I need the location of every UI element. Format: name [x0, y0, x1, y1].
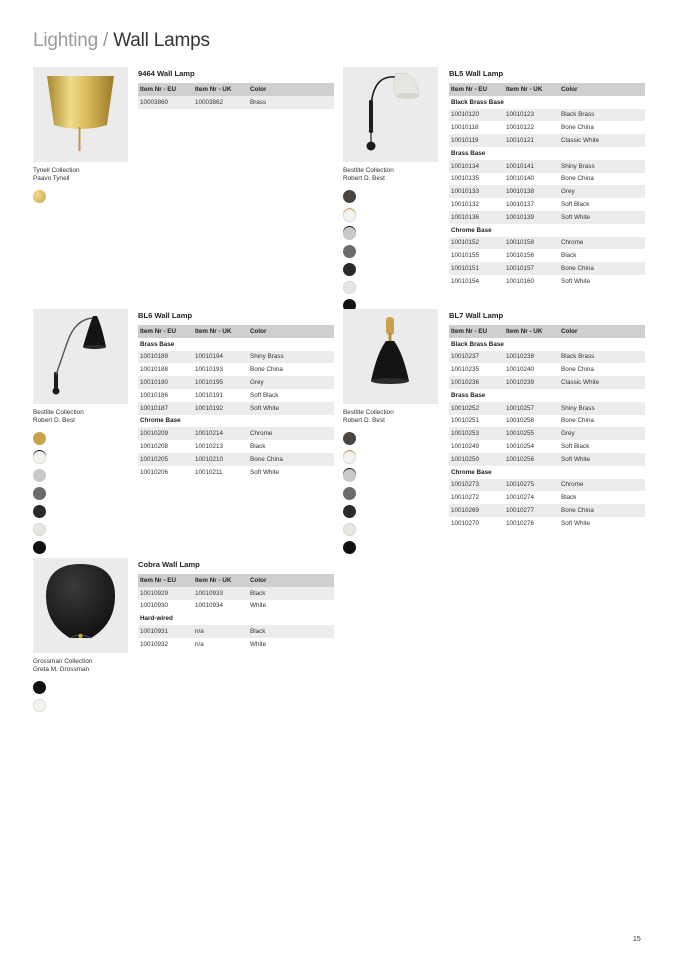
product-bl7-table-block [449, 311, 645, 530]
collection-name: Grossman Collection [33, 658, 93, 665]
cell-item-eu: 10003860 [138, 96, 193, 109]
cell-color: Chrome [248, 427, 334, 440]
cell-item-eu: 10010135 [451, 175, 480, 183]
color-swatch[interactable] [33, 505, 46, 518]
cell-item-uk: 10010240 [506, 366, 535, 374]
table-row [138, 638, 334, 651]
cell-item-eu: 10010270 [451, 519, 480, 527]
header-item-uk: Item Nr - UK [193, 83, 248, 96]
bl6-lamp-illustration [33, 309, 128, 404]
cell-color: Bone China [559, 262, 645, 275]
table-row [449, 237, 645, 250]
color-swatch[interactable] [343, 523, 356, 536]
cell-item-eu: 10010119 [449, 134, 504, 147]
cell-item-uk: 10010195 [193, 376, 248, 389]
color-swatch[interactable] [343, 505, 356, 518]
page-number: 15 [633, 936, 641, 943]
color-swatch[interactable] [343, 281, 356, 294]
cobra-lamp-illustration [33, 558, 128, 653]
section-title: Lighting [33, 30, 98, 51]
cell-color: Black Brass [559, 109, 645, 122]
cell-item-eu: 10010151 [449, 262, 504, 275]
table-row [138, 600, 334, 613]
table-row [449, 376, 645, 389]
cell-color: Soft Black [250, 391, 279, 399]
cell-item-eu: 10010152 [449, 237, 504, 250]
cell-color: Black [250, 443, 266, 451]
group-label: Chrome Base [140, 417, 181, 425]
header-item-eu: Item Nr - EU [138, 83, 193, 96]
page-title [33, 30, 210, 52]
cell-color: Bone China [561, 366, 594, 374]
color-swatch[interactable] [33, 432, 46, 445]
subsection-title: Wall Lamps [113, 30, 210, 51]
header-color: Color [248, 325, 334, 338]
cell-item-uk: 10010214 [193, 427, 248, 440]
table-row [449, 262, 645, 275]
table-row [449, 185, 645, 198]
cell-item-eu: 10010187 [138, 402, 193, 415]
table-row [138, 351, 334, 364]
cell-item-eu: 10010120 [449, 109, 504, 122]
color-swatch[interactable] [343, 245, 356, 258]
cell-color: Black [248, 587, 334, 600]
collection-name: Bestlite Collection [33, 409, 84, 416]
table-row [449, 211, 645, 224]
cell-item-uk: 10010238 [504, 351, 559, 364]
table-row [449, 249, 645, 262]
cell-item-uk: 10010156 [506, 252, 535, 260]
cell-color: Grey [559, 185, 645, 198]
cell-color: White [250, 640, 267, 648]
collection-info [33, 409, 84, 426]
cell-color: Bone China [561, 417, 594, 425]
cell-color: Chrome [559, 479, 645, 492]
collection-info [33, 658, 92, 675]
color-swatch[interactable] [33, 681, 46, 694]
item-table [449, 83, 645, 288]
table-row [449, 351, 645, 364]
group-label: Brass Base [451, 149, 486, 157]
cell-item-eu: 10010154 [451, 277, 480, 285]
cell-item-eu: 10010253 [449, 427, 504, 440]
cell-color: Shiny Brass [559, 402, 645, 415]
product-9464-table-block [138, 69, 334, 109]
cell-item-eu: 10010133 [449, 185, 504, 198]
group-header-row [449, 224, 645, 237]
product-photo-cobra [33, 558, 128, 653]
group-label: Black Brass Base [451, 98, 504, 106]
cell-item-uk: 10010256 [504, 453, 559, 466]
cell-item-uk: 10010213 [195, 443, 224, 451]
group-header-row [138, 612, 334, 625]
collection-name: Bestlite Collection [343, 167, 394, 174]
cell-item-uk: 10010191 [195, 391, 224, 399]
cell-item-uk: 10010158 [504, 237, 559, 250]
cell-item-uk: 10010122 [506, 124, 535, 132]
cell-item-uk: 10010275 [504, 479, 559, 492]
header-item-uk: Item Nr - UK [193, 325, 248, 338]
table-row [449, 479, 645, 492]
shade-swatches [343, 209, 359, 317]
table-row [449, 517, 645, 530]
cell-item-uk: 10010254 [506, 443, 535, 451]
table-row [138, 440, 334, 453]
cell-item-uk: 10010121 [504, 134, 559, 147]
table-row [138, 96, 334, 109]
table-header-row [138, 574, 334, 587]
color-swatch[interactable] [343, 469, 356, 482]
group-header-row [449, 147, 645, 160]
cell-color: Shiny Brass [248, 351, 334, 364]
table-row [138, 427, 334, 440]
cell-item-uk: 10010141 [504, 160, 559, 173]
cell-color: Grey [559, 427, 645, 440]
color-swatches [33, 190, 49, 208]
cell-item-uk: 10010934 [195, 602, 224, 610]
cell-item-uk: 10010157 [504, 262, 559, 275]
color-swatch[interactable] [343, 541, 356, 554]
color-swatch[interactable] [343, 190, 356, 203]
table-row [138, 466, 334, 479]
cell-color: Black [561, 252, 577, 260]
shade-swatches [33, 451, 49, 559]
cell-color: Chrome [559, 237, 645, 250]
cell-color: Soft Black [561, 443, 590, 451]
cell-color: Soft White [248, 402, 334, 415]
table-row [449, 504, 645, 517]
cell-color: White [250, 602, 267, 610]
color-swatch[interactable] [343, 209, 356, 222]
cell-color: Brass [248, 96, 334, 109]
cell-item-eu: 10010252 [449, 402, 504, 415]
table-row [449, 415, 645, 428]
cell-item-uk: 10010276 [506, 519, 535, 527]
table-row [449, 453, 645, 466]
table-row [449, 198, 645, 211]
header-color: Color [248, 574, 334, 587]
cell-color: Shiny Brass [559, 160, 645, 173]
cell-item-eu: 10010249 [451, 443, 480, 451]
table-row [138, 625, 334, 638]
group-header-row [449, 466, 645, 479]
table-header-row [449, 325, 645, 338]
table-row [449, 440, 645, 453]
group-label: Hard-wired [140, 615, 173, 623]
header-item-eu: Item Nr - EU [138, 574, 193, 587]
cell-item-uk: n/a [195, 640, 204, 648]
table-row [138, 376, 334, 389]
cell-color: Soft White [250, 468, 280, 476]
cell-item-eu: 10010208 [140, 443, 169, 451]
cell-item-eu: 10010132 [451, 201, 480, 209]
group-label: Brass Base [140, 340, 175, 348]
color-swatch[interactable] [33, 523, 46, 536]
product-photo-9464 [33, 67, 128, 162]
header-color: Color [248, 83, 334, 96]
cell-item-uk: 10010123 [504, 109, 559, 122]
cell-color: Soft White [559, 211, 645, 224]
cell-color: Black Brass [559, 351, 645, 364]
product-title: 9464 Wall Lamp [138, 69, 195, 78]
cell-item-uk: 10010139 [504, 211, 559, 224]
collection-info [343, 409, 394, 426]
cell-item-uk: 10010193 [195, 366, 224, 374]
table-row [138, 363, 334, 376]
cell-item-eu: 10010188 [140, 366, 169, 374]
cell-color: Soft White [561, 277, 591, 285]
cell-item-uk: 10010138 [504, 185, 559, 198]
cell-item-eu: 10010272 [451, 494, 480, 502]
cell-item-uk: 10010194 [193, 351, 248, 364]
color-swatch[interactable] [343, 227, 356, 240]
cell-item-uk: 10010137 [506, 201, 535, 209]
cell-item-eu: 10010186 [140, 391, 169, 399]
product-cobra-table-block [138, 560, 334, 651]
cell-item-eu: 10010931 [138, 625, 193, 638]
table-header-row [138, 83, 334, 96]
cell-color: Soft White [559, 453, 645, 466]
bl5-lamp-illustration [343, 67, 438, 162]
cell-item-uk: 10010239 [504, 376, 559, 389]
color-swatch[interactable] [33, 451, 46, 464]
color-swatch[interactable] [33, 699, 46, 712]
item-table [138, 83, 334, 109]
cell-item-eu: 10010189 [138, 351, 193, 364]
cell-item-eu: 10010118 [451, 124, 479, 132]
cell-color: Bone China [250, 366, 283, 374]
cell-item-eu: 10010136 [449, 211, 504, 224]
table-row [449, 427, 645, 440]
table-row [449, 160, 645, 173]
table-row [138, 587, 334, 600]
product-bl6-table-block [138, 311, 334, 479]
color-swatch[interactable] [33, 469, 46, 482]
collection-name: Bestlite Collection [343, 409, 394, 416]
product-title: BL7 Wall Lamp [449, 311, 504, 320]
color-swatch[interactable] [343, 451, 356, 464]
cell-item-eu: 10010235 [451, 366, 480, 374]
group-header-row [138, 415, 334, 428]
table-row [449, 275, 645, 288]
designer-name: Robert D. Best [33, 417, 75, 425]
color-swatch[interactable] [343, 432, 356, 445]
cell-item-uk: 10010210 [193, 453, 248, 466]
table-row [449, 121, 645, 134]
cell-color: Soft Black [561, 201, 590, 209]
cell-color: Bone China [561, 175, 594, 183]
collection-name: Tynell Collection [33, 167, 80, 174]
color-swatch[interactable] [343, 487, 356, 500]
product-title: Cobra Wall Lamp [138, 560, 200, 569]
item-table [138, 574, 334, 651]
cell-item-uk: n/a [193, 625, 248, 638]
tynell-lamp-illustration [33, 67, 128, 162]
cell-item-uk: 10010192 [193, 402, 248, 415]
item-table [449, 325, 645, 530]
cell-item-eu: 10010273 [449, 479, 504, 492]
cell-color: Black [561, 494, 577, 502]
cell-item-uk: 10010257 [504, 402, 559, 415]
designer-name: Robert D. Best [343, 175, 385, 183]
header-item-uk: Item Nr - UK [193, 574, 248, 587]
cell-color: Grey [248, 376, 334, 389]
cell-item-uk: 10010274 [506, 494, 535, 502]
group-label: Brass Base [451, 391, 486, 399]
cell-item-eu: 10010250 [449, 453, 504, 466]
item-table [138, 325, 334, 479]
product-title: BL6 Wall Lamp [138, 311, 193, 320]
cell-color: Soft White [561, 519, 591, 527]
group-label: Chrome Base [451, 226, 492, 234]
cell-item-uk: 10010258 [506, 417, 535, 425]
group-header-row [449, 96, 645, 109]
bl7-lamp-illustration [343, 309, 438, 404]
collection-info [33, 167, 80, 184]
shade-swatches [343, 451, 359, 559]
cell-item-eu: 10010932 [140, 640, 169, 648]
table-row [449, 402, 645, 415]
group-label: Black Brass Base [451, 340, 504, 348]
group-label: Chrome Base [451, 468, 492, 476]
table-row [449, 134, 645, 147]
cell-item-eu: 10010930 [140, 602, 169, 610]
cell-item-eu: 10010269 [449, 504, 504, 517]
cell-item-eu: 10010251 [451, 417, 480, 425]
cell-item-eu: 10010190 [138, 376, 193, 389]
cell-color: Classic White [559, 376, 645, 389]
cell-item-eu: 10010237 [449, 351, 504, 364]
cell-color: Classic White [559, 134, 645, 147]
title-separator: / [97, 30, 114, 51]
cell-item-uk: 10010160 [506, 277, 535, 285]
product-photo-bl6 [33, 309, 128, 404]
header-color: Color [559, 325, 645, 338]
cell-item-eu: 10010929 [138, 587, 193, 600]
header-item-eu: Item Nr - EU [138, 325, 193, 338]
header-item-uk: Item Nr - UK [504, 325, 559, 338]
table-row [449, 491, 645, 504]
swatch-brass[interactable] [33, 190, 46, 203]
header-item-uk: Item Nr - UK [504, 83, 559, 96]
table-row [449, 363, 645, 376]
cell-item-eu: 10010206 [140, 468, 169, 476]
table-header-row [449, 83, 645, 96]
header-item-eu: Item Nr - EU [449, 325, 504, 338]
cell-item-uk: 10003862 [193, 96, 248, 109]
table-row [138, 389, 334, 402]
table-header-row [138, 325, 334, 338]
cell-item-uk: 10010140 [506, 175, 535, 183]
product-photo-bl5 [343, 67, 438, 162]
table-row [138, 453, 334, 466]
table-row [449, 173, 645, 186]
cell-item-uk: 10010255 [504, 427, 559, 440]
group-header-row [449, 338, 645, 351]
product-bl5-table-block [449, 69, 645, 288]
designer-name: Greta M. Grossman [33, 666, 90, 674]
header-item-eu: Item Nr - EU [449, 83, 504, 96]
cell-color: Bone China [561, 124, 594, 132]
color-swatch[interactable] [33, 541, 46, 554]
cell-color: Bone China [559, 504, 645, 517]
table-row [449, 109, 645, 122]
group-header-row [138, 338, 334, 351]
table-row [138, 402, 334, 415]
product-title: BL5 Wall Lamp [449, 69, 504, 78]
cell-color: Black [248, 625, 334, 638]
color-swatch[interactable] [33, 487, 46, 500]
color-swatches [33, 681, 49, 717]
product-photo-bl7 [343, 309, 438, 404]
cell-item-eu: 10010205 [138, 453, 193, 466]
designer-name: Paavo Tynell [33, 175, 70, 183]
cell-item-eu: 10010155 [451, 252, 480, 260]
designer-name: Robert D. Best [343, 417, 385, 425]
collection-info [343, 167, 394, 184]
cell-item-uk: 10010211 [195, 468, 223, 476]
cell-item-eu: 10010236 [449, 376, 504, 389]
cell-color: Bone China [248, 453, 334, 466]
color-swatch[interactable] [343, 263, 356, 276]
cell-item-uk: 10010277 [504, 504, 559, 517]
cell-item-eu: 10010209 [138, 427, 193, 440]
cell-item-uk: 10010933 [193, 587, 248, 600]
group-header-row [449, 389, 645, 402]
cell-item-eu: 10010134 [449, 160, 504, 173]
header-color: Color [559, 83, 645, 96]
